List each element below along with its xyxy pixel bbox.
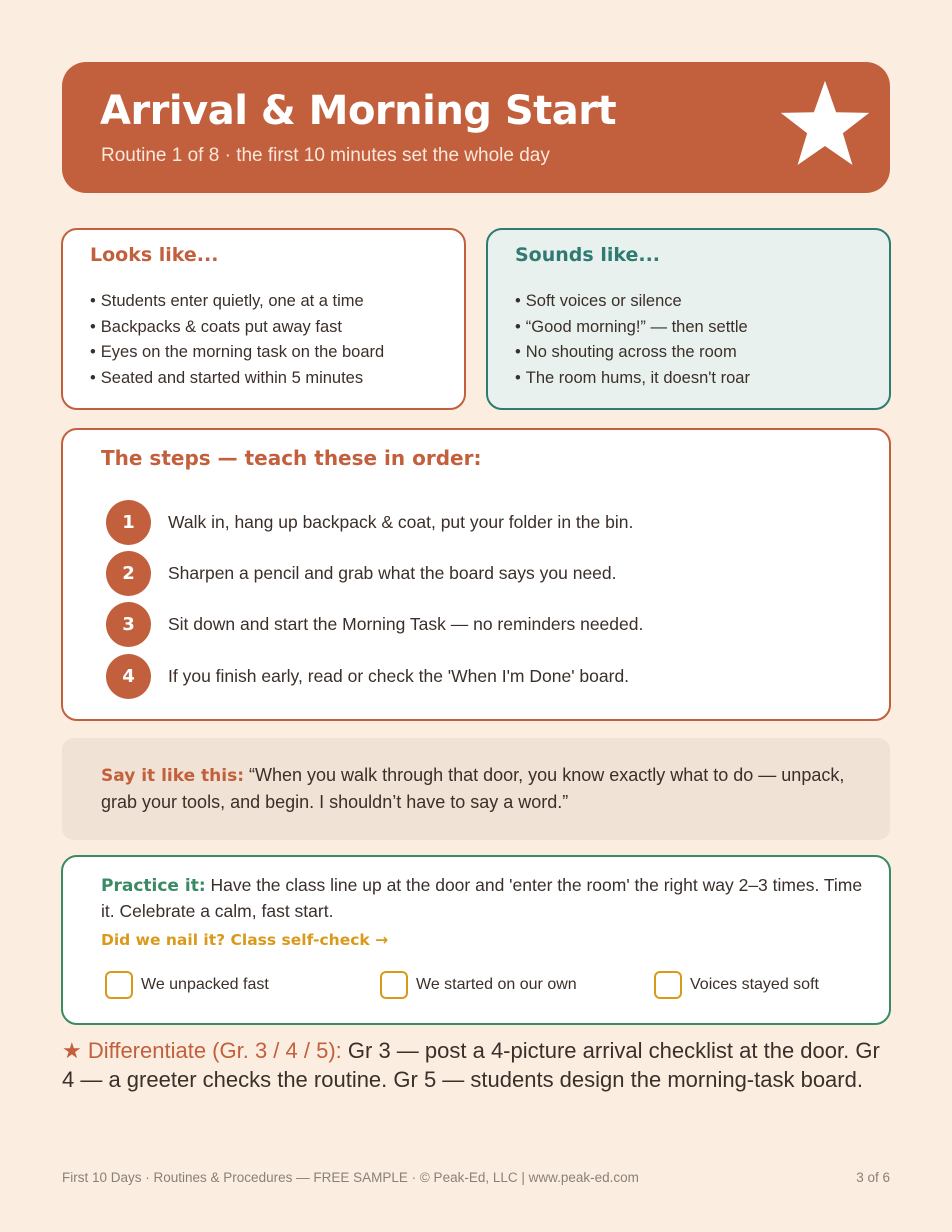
list-item: • Eyes on the morning task on the board <box>90 340 384 366</box>
step-item <box>106 551 617 595</box>
practice-card <box>61 855 891 1025</box>
checkbox[interactable] <box>654 971 682 999</box>
page-footer <box>62 1170 890 1190</box>
list-item: • Students enter quietly, one at a time <box>90 289 384 315</box>
page-number: 3 of 6 <box>856 1170 890 1185</box>
step-text: If you finish early, read or check the 'When I'm Done' board. <box>168 665 630 686</box>
list-item: • Seated and started within 5 minutes <box>90 366 384 392</box>
practice-text: Have the class line up at the door and 'enter the room' the right way 2–3 times. Time it. Celebrate a calm, fast start. <box>101 875 863 921</box>
step-item <box>106 602 643 646</box>
page-subtitle: Routine 1 of 8 · the first 10 minutes set the whole day <box>101 145 550 166</box>
step-text: Sit down and start the Morning Task — no reminders needed. <box>168 613 644 634</box>
step-number-badge: 2 <box>106 551 151 596</box>
list-item: • “Good morning!” — then settle <box>515 315 750 341</box>
sounds-like-heading: Sounds like... <box>515 244 661 266</box>
star-icon <box>778 77 872 171</box>
differentiate-note <box>62 1037 892 1094</box>
footer-credits: First 10 Days · Routines & Procedures — FREE SAMPLE · © Peak-Ed, LLC | www.peak-ed.com <box>62 1170 639 1185</box>
looks-like-card <box>61 228 466 410</box>
say-it-body <box>101 762 871 815</box>
list-item: • Backpacks & coats put away fast <box>90 315 384 341</box>
say-it-quote: “When you walk through that door, you know exactly what to do — unpack, grab your tools, and begin. I shouldn’t have to say a word.” <box>101 765 845 812</box>
differentiate-text: Gr 3 — post a 4-picture arrival checklist at the door. Gr 4 — a greeter checks the routine. Gr 5 — students design the morning-task board. <box>62 1038 880 1092</box>
list-item: • The room hums, it doesn't roar <box>515 366 750 392</box>
checkbox-label: We started on our own <box>416 976 577 993</box>
sounds-like-card <box>486 228 891 410</box>
steps-card <box>61 428 891 721</box>
list-item: • Soft voices or silence <box>515 289 750 315</box>
step-text: Walk in, hang up backpack & coat, put your folder in the bin. <box>168 511 634 532</box>
step-number-badge: 1 <box>106 500 151 545</box>
list-item: • No shouting across the room <box>515 340 750 366</box>
steps-heading: The steps — teach these in order: <box>101 446 482 470</box>
practice-body <box>101 873 871 924</box>
step-item <box>106 500 633 544</box>
step-number-badge: 3 <box>106 602 151 647</box>
sounds-like-list <box>515 289 750 392</box>
self-check-item[interactable] <box>105 971 269 999</box>
step-item <box>106 654 629 698</box>
routine-header <box>62 62 890 193</box>
looks-like-heading: Looks like... <box>90 244 219 266</box>
say-it-label: Say it like this: <box>101 766 244 786</box>
checkbox-label: Voices stayed soft <box>690 976 819 993</box>
differentiate-label: ★ Differentiate (Gr. 3 / 4 / 5): <box>62 1038 342 1063</box>
looks-like-list <box>90 289 384 392</box>
step-number-badge: 4 <box>106 654 151 699</box>
page-title: Arrival & Morning Start <box>100 88 617 134</box>
checkbox[interactable] <box>380 971 408 999</box>
self-check-heading: Did we nail it? Class self-check → <box>101 931 389 949</box>
self-check-item[interactable] <box>654 971 819 999</box>
say-it-box <box>62 738 890 840</box>
self-check-item[interactable] <box>380 971 577 999</box>
step-text: Sharpen a pencil and grab what the board says you need. <box>168 562 617 583</box>
checkbox[interactable] <box>105 971 133 999</box>
checkbox-label: We unpacked fast <box>141 976 269 993</box>
practice-label: Practice it: <box>101 876 206 896</box>
